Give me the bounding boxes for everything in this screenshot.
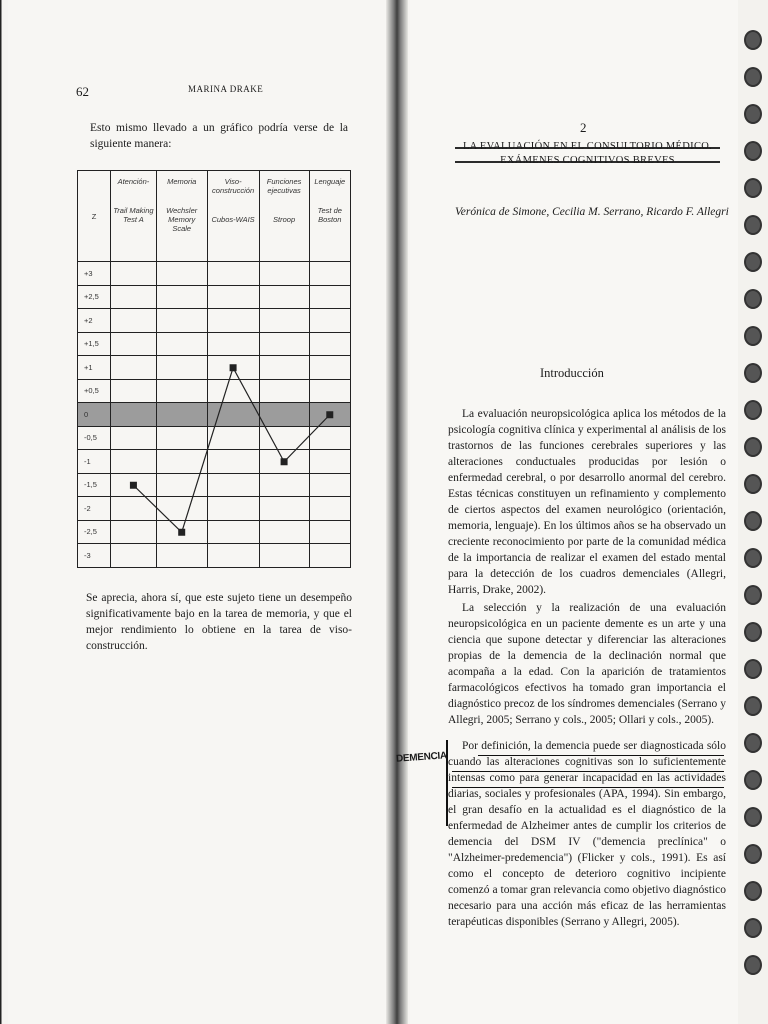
authors: Verónica de Simone, Cecilia M. Serrano, Ricardo F. Allegri [455,206,729,218]
z-value: +1 [78,356,111,380]
paragraph-3: Por definición, la demencia puede ser diagnosticada sólo cuando las alteraciones cognitivas son lo suficientemente intensas como para generar incapacidad en las actividades diarias, sociales y profesionales (APA, 1994). Sin embargo, el gran desafío en la actualidad es el diagnóstico de la enfermedad de Alzheimer antes de cumplir los criterios de demencia del DSM IV ("demencia preclínica" o "Alzheimer-predemencia") (Flicker y cols., 1991). Es así como el concepto de deterioro cognitivo incipiente comenzó a tomar gran relevancia como objetivo diagnóstico necesario para una acción más eficaz de las herramientas terapéuticas disponibles (Serrano y Allegri, 2005). [448,740,726,928]
binding-ring [744,511,762,531]
handwritten-underline [452,771,724,772]
domain-header-3: Funciones ejecutivas Stroop [259,171,309,262]
chapter-number: 2 [580,120,587,135]
binding-ring [744,733,762,753]
binding-ring [744,400,762,420]
z-value: -3 [78,544,111,568]
binding-ring [744,585,762,605]
binding-ring [744,215,762,235]
intro-paragraph-left: Esto mismo llevado a un gráfico podría verse de la siguiente manera: [90,122,348,150]
book-gutter [386,0,408,1024]
handwritten-margin-note: DEMENCIA [395,750,448,765]
z-value: 0 [78,403,111,427]
paragraph-1: La evaluación neuropsicológica aplica los métodos de la psicología cognitiva clínica y experimental al análisis de los trastornos de las funciones cerebrales superiores y las alteraciones conductuales producidas por lesión o enfermedad cerebral, o por desarrollo anormal del cerebro. Estas técnicas constituyen un refinamiento y complemento de ciertos aspectos del examen neurológico (orientación, memoria, lenguaje). En los últimos años se ha observado un creciente reconocimiento por parte de la comunidad médica de la importancia de realizar el examen del estado mental para la detección de los cuadros demenciales (Allegri, Harris, Drake, 2002). [448,408,726,596]
z-value: -2,5 [78,520,111,544]
chapter-title [455,140,720,168]
z-value: +2 [78,309,111,333]
handwritten-underline [452,787,724,788]
domain-header-0: Atención- Trail Making Test A [111,171,157,262]
binding-ring [744,770,762,790]
binding-ring [744,807,762,827]
domain-header-4: Lenguaje Test de Boston [309,171,350,262]
binding-ring [744,67,762,87]
left-page-edge [0,0,8,1024]
data-point-0 [130,481,137,488]
binding-ring [744,696,762,716]
paragraph-2: La selección y la realización de una evaluación neuropsicológica en un paciente demente es un arte y una ciencia que supone detectar y diferenciar las alteraciones propias de la demencia de la declinación normal que acompaña a la edad. Con la aparición de tratamientos farmacológicos efectivos ha tomado gran importancia el diagnóstico precoz de los síndromes demenciales (Serrano y Allegri, 2005; Serrano y cols., 2005; Ollari y cols., 2005). [448,602,726,726]
binding-ring [744,104,762,124]
binding-ring [744,289,762,309]
binding-ring [744,659,762,679]
handwritten-underline [478,755,724,756]
z-value: +1,5 [78,332,111,356]
data-point-4 [326,411,333,418]
binding-ring [744,30,762,50]
z-value: -1,5 [78,473,111,497]
section-heading: Introducción [540,366,604,380]
z-header: Z [78,171,111,262]
binding-ring [744,141,762,161]
domain-header-2: Viso-construcción Cubos-WAIS [207,171,259,262]
binding-ring [744,178,762,198]
domain-header-1: Memoria Wechsler Memory Scale [156,171,207,262]
z-value: +0,5 [78,379,111,403]
binding-ring [744,548,762,568]
binding-ring [744,881,762,901]
binding-ring [744,252,762,272]
binding-ring [744,844,762,864]
table-header-row [78,171,351,262]
binding-ring [744,955,762,975]
binding-ring [744,474,762,494]
z-score-profile-chart [77,262,351,568]
running-head: MARINA DRAKE [188,84,264,94]
page-number: 62 [76,84,89,99]
data-point-3 [281,458,288,465]
data-point-1 [178,528,185,535]
binding-ring [744,437,762,457]
chapter-title-line-2: EXÁMENES COGNITIVOS BREVES [455,154,720,168]
chapter-title-line-1: LA EVALUACIÓN EN EL CONSULTORIO MÉDICO. [455,140,720,154]
binding-ring [744,622,762,642]
binding-ring [744,363,762,383]
z-value: +3 [78,262,111,286]
profile-line [133,367,329,532]
conclusion-paragraph: Se aprecia, ahora sí, que este sujeto tiene un desempeño significativamente bajo en la tarea de memoria, y que el mejor rendimiento lo obtiene en la tarea de viso-construcción. [86,592,352,652]
binding-ring [744,326,762,346]
z-value: -0,5 [78,426,111,450]
binding-ring [744,918,762,938]
data-point-2 [230,364,237,371]
z-value: +2,5 [78,285,111,309]
z-value: -1 [78,450,111,474]
z-value: -2 [78,497,111,521]
